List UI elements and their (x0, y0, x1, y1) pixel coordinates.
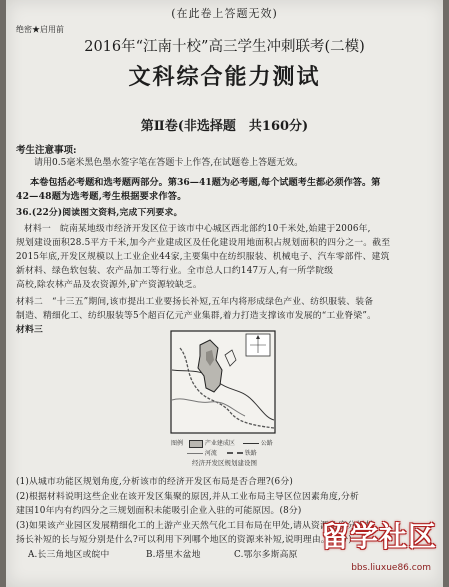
material-1-line: 2015年底,开发区规模以上工业企业44家,主要集中在纺织服装、机械电子、汽车零部件、建筑 (16, 252, 390, 262)
legend-built-area: 产业建成区 (204, 440, 235, 447)
river-swatch (187, 453, 203, 454)
question-line: 扬长补短的长与短分别是什么?可以利用下列哪个地区的资源来补短,说明理由。(8分) (16, 535, 352, 545)
part-title: 第Ⅱ卷(非选择题 共160分) (140, 119, 309, 134)
composition-line: 42—48题为选考题,考生根据要求作答。 (16, 191, 187, 202)
confidential-stamp: 绝密★启用前 (16, 25, 64, 34)
map-caption: 经济开发区规划建设图 (192, 459, 257, 467)
watermark-url: bbs.liuxue86.com (351, 563, 431, 573)
legend-road: 公路 (260, 440, 273, 447)
notice-heading: 考生注意事项: (16, 145, 77, 156)
material-2-line: 制造、精细化工、纺织服装等5个超百亿元产业集群,着力打造支撑该市发展的“工业脊梁”。 (16, 311, 377, 321)
subject-title: 文科综合能力测试 (128, 64, 321, 90)
material-1-line: 材料一 皖南某地级市经济开发区位于该市中心城区西北部约10千米处,始建于2006年, (24, 224, 371, 234)
road-swatch (243, 443, 259, 444)
material-3-label: 材料三 (16, 325, 43, 335)
development-zone-map (170, 330, 276, 434)
question-line: (2)根据材料说明这些企业在该开发区集聚的原因,并从工业布局主导区位因素角度,分析 (16, 492, 359, 502)
watermark-logo-text: 留学社区 (321, 520, 438, 553)
option-b: B.塔里木盆地 (146, 550, 201, 560)
material-1-line: 新材料、绿色软包装、农产品加工等行业。全市总人口约147万人,有一所学院级 (16, 266, 334, 276)
question-line: 建国10年内有约四分之三规划面积未能吸引企业入驻的可能原因。(8分) (16, 506, 302, 516)
notice-text: 请用0.5毫米黑色墨水签字笔在答题卡上作答,在试题卷上答题无效。 (34, 158, 304, 168)
legend-river: 河流 (204, 449, 217, 457)
question-36-heading: 36.(22分)阅读图文资料,完成下列要求。 (16, 208, 183, 218)
composition-line: 本卷包括必考题和选考题两部分。第36—41题为必考题,每个试题考生都必须作答。第 (30, 177, 381, 188)
material-1-line: 规划建设面积28.5平方千米,加今产业建成区及任化建设用地面积占规划面积的四分之一。截至 (16, 238, 391, 248)
exam-paper (6, 0, 443, 587)
legend-title: 图例 (171, 440, 184, 447)
question-line: (1)从城市功能区规划角度,分析该市的经济开发区布局是否合理?(6分) (16, 477, 293, 487)
railway-swatch (227, 452, 243, 454)
material-1-line: 高校,除农林产品及农资源外,矿产资源较缺乏。 (16, 280, 202, 290)
map-legend (171, 438, 273, 457)
question-line: (3)如果该产业园区发展精细化工的上游产业天然气化工目布局在甲处,请从资源角度分析其 (16, 521, 374, 531)
material-2-line: 材料二 “十三五”期间,该市提出工业要扬长补短,五年内将形成绿色产业、纺织服装、装备 (16, 297, 374, 307)
option-c: C.鄂尔多斯高原 (234, 550, 298, 560)
site-watermark (321, 521, 441, 581)
legend-railway: 铁路 (244, 449, 257, 457)
built-area-swatch (189, 440, 203, 448)
option-a: A.长三角地区或皖中 (28, 550, 110, 560)
exam-title: 2016年“江南十校”高三学生冲刺联考(二模) (84, 39, 365, 55)
top-note: (在此卷上答题无效) (171, 7, 278, 20)
